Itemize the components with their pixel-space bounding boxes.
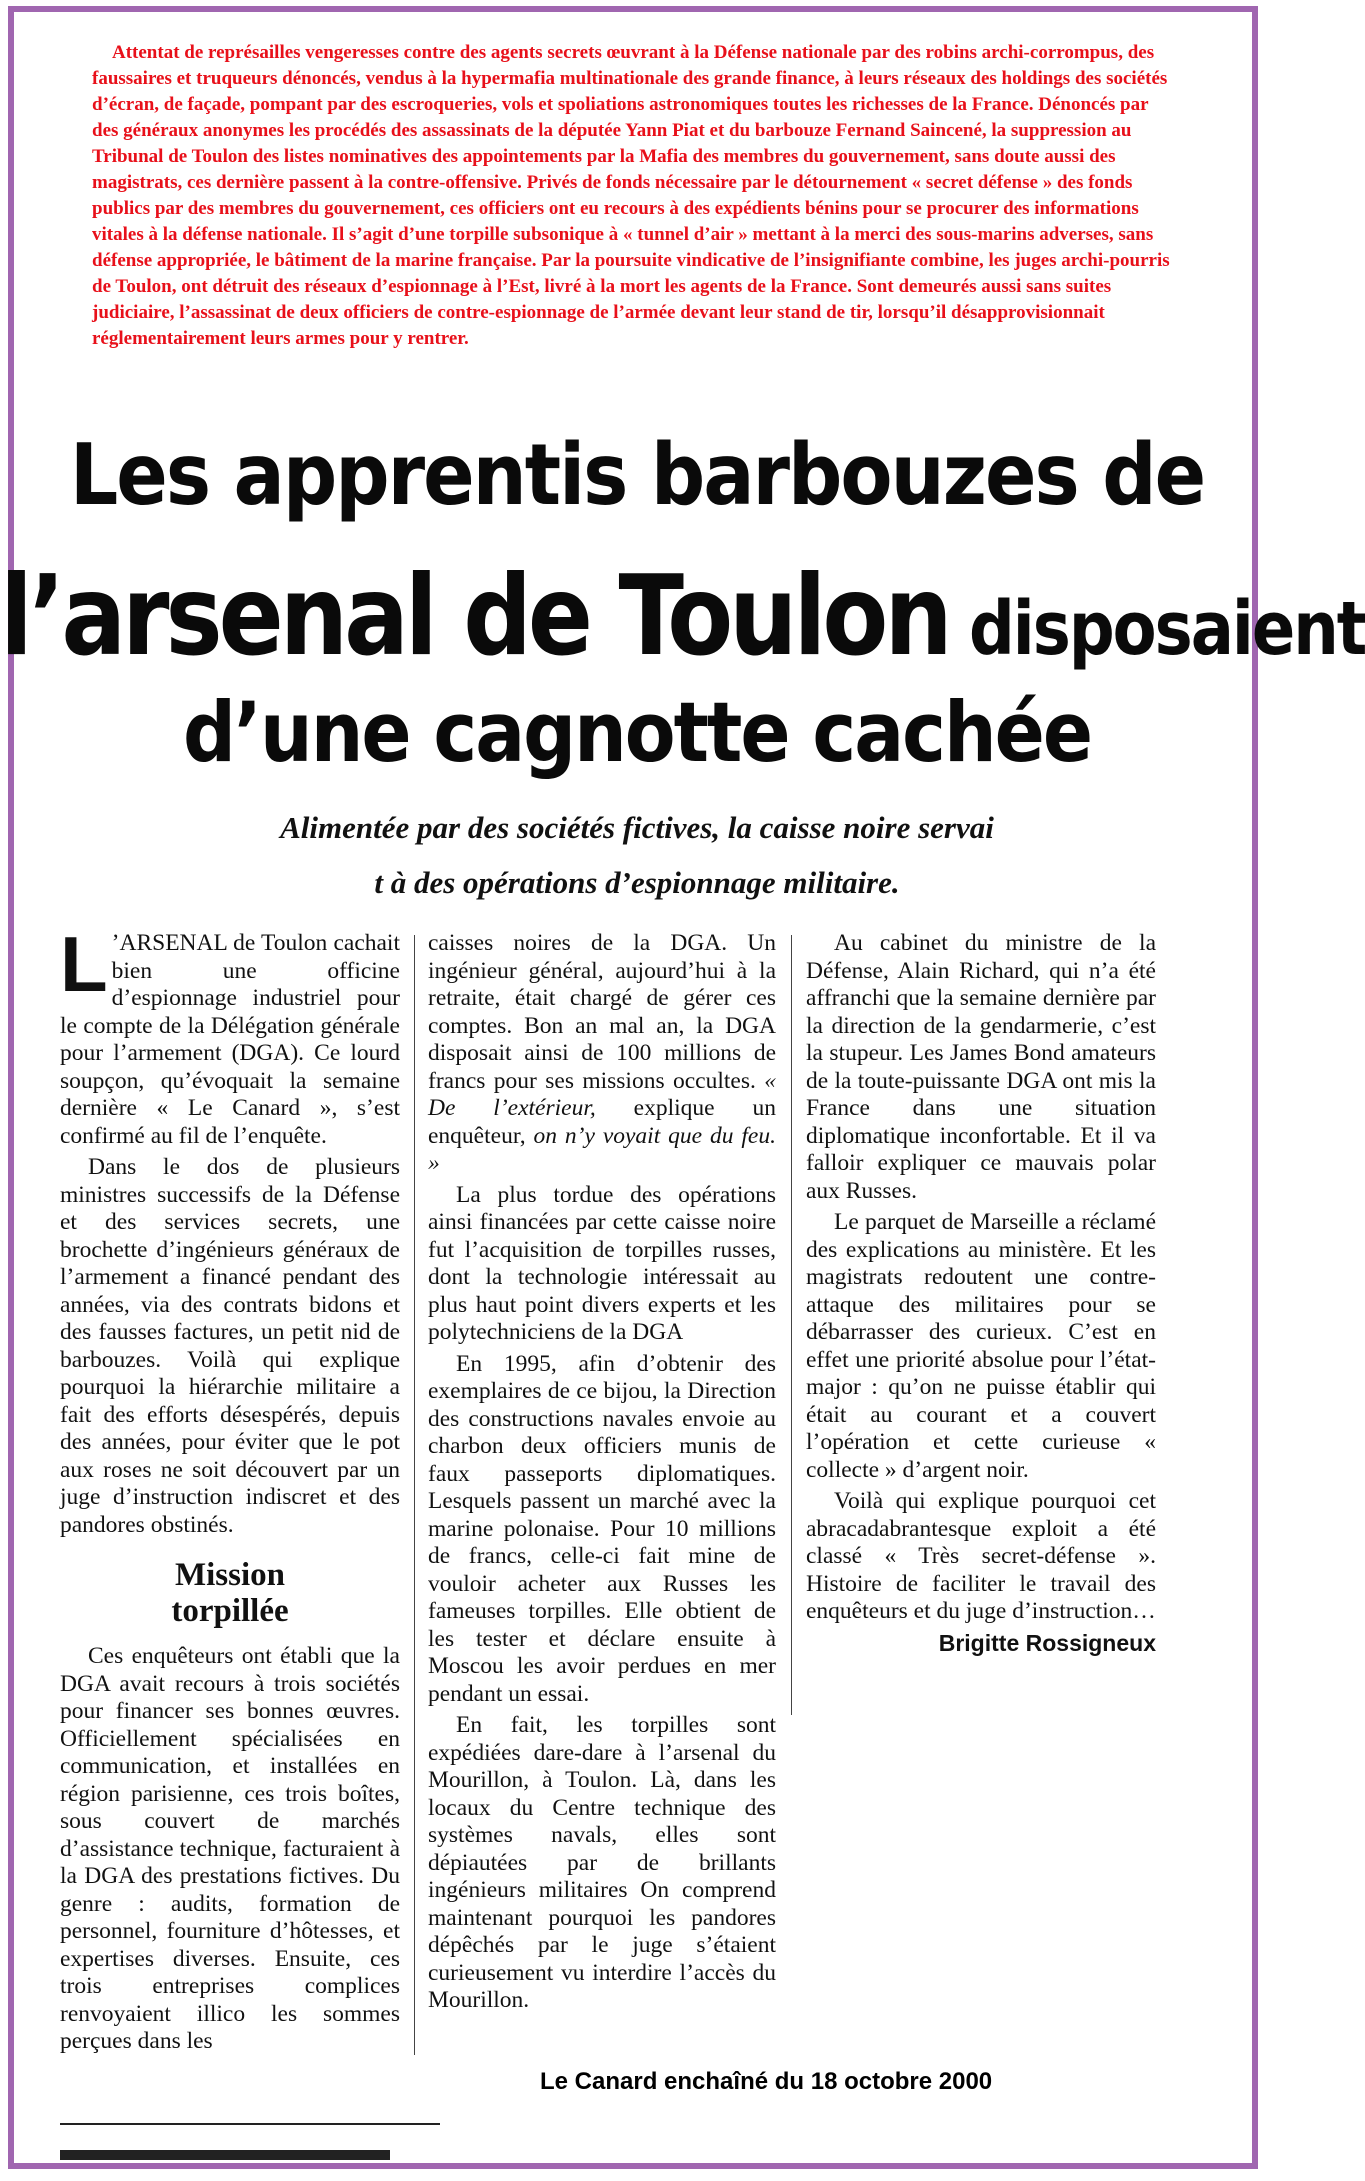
article-column-2: [428, 930, 776, 2019]
article-column-3: [806, 930, 1156, 1657]
subtitle-line-1: Alimentée par des sociétés fictives, la caisse noire servai: [280, 810, 994, 845]
headline-line-2: [0, 551, 1365, 681]
col3-paragraph-1: Au cabinet du ministre de la Défense, Alain Richard, qui n’a été affranchi que la semaine dernière par la direction de la gendarmerie, c’est la stupeur. Les James Bond amateurs de la toute-puissante DGA ont mis la France dans une situation diplomatique inconfortable. Et il va falloir expliquer ce mauvais polar aux Russes.: [806, 930, 1156, 1204]
col1-paragraph-3: Ces enquêteurs ont établi que la DGA avait recours à trois sociétés pour financer ses bonnes œuvres. Officiellement spécialisées en communication, et installées en région parisienne, ces trois boîtes, sous couvert de marchés d’assistance technique, facturaient à la DGA des prestations fictives. Du genre : audits, formation de personnel, fourniture d’hôtesses, et expertises diverses. Ensuite, ces trois entreprises complices renvoyaient illico les sommes perçues dans les: [60, 1643, 400, 2054]
col1-paragraph-2: Dans le dos de plusieurs ministres successifs de la Défense et des services secrets, une brochette d’ingénieurs généraux de l’armement a financé pendant des années, via des contrats bidons et des fausses factures, un petit nid de barbouzes. Voilà qui explique pourquoi la hiérarchie militaire a fait des efforts désespérés, depuis des années, pour éviter que le pot aux roses ne soit découvert par un juge d’instruction indiscret et des pandores obstinés.: [60, 1154, 400, 1538]
col2-paragraph-1: [428, 930, 776, 1178]
headline-line-3: d’une cagnotte cachée: [182, 684, 1092, 782]
col3-paragraph-3: Voilà qui explique pourquoi cet abracadabrantesque exploit a été classé « Très secret-défense ». Histoire de faciliter le travail des enquêteurs et du juge d’instruction…: [806, 1488, 1156, 1624]
col1-paragraph-1: [60, 920, 400, 1150]
col2-quote-2: on n’y voyait que du feu. »: [428, 1122, 776, 1176]
author-signature: Brigitte Rossigneux: [938, 1629, 1156, 1656]
col2-paragraph-1-text: caisses noires de la DGA. Un ingénieur général, aujourd’hui à la retraite, était chargé de gérer ces comptes. Bon an mal an, la DGA disposait ainsi de 100 millions de francs pour ses missions occultes.: [428, 930, 776, 1094]
col2-quote-1: « De l’extérieur,: [428, 1067, 776, 1121]
headline-line-1: Les apprentis barbouzes de: [69, 424, 1205, 525]
col3-paragraph-2: Le parquet de Marseille a réclamé des explications au ministère. Et les magistrats redoutent une contre-attaque des militaires pour se débarrasser des curieux. C’est en effet une priorité absolue pour l’état-major : qu’on ne puisse établir qui était au courant et a couvert l’opération et cette curieuse « collecte » d’argent noir.: [806, 1209, 1156, 1483]
subhead-line-2: torpillée: [171, 1593, 289, 1629]
cut-off-text-fragment: [60, 2150, 390, 2160]
drop-cap: L: [60, 920, 108, 1008]
col2-paragraph-1-rest: explique un enquêteur,: [428, 1095, 776, 1149]
col1-paragraph-1-text: ’ARSENAL de Toulon cachait bien une officine d’espionnage industriel pour le compte de la Délégation générale pour l’armement (DGA). Ce lourd soupçon, qu’évoquait la semaine dernière « Le Canard », s’est confirmé au fil de l’enquête.: [60, 930, 400, 1149]
col2-paragraph-3: En 1995, afin d’obtenir des exemplaires de ce bijou, la Direction des constructions navales envoie au charbon deux officiers munis de faux passeports diplomatiques. Lesquels passent un marché avec la marine polonaise. Pour 10 millions de francs, celle-ci fait mine de vouloir acheter aux Russes les fameuses torpilles. Elle obtient de les tester et déclare ensuite à Moscou les avoir perdues en mer pendant un essai.: [428, 1350, 776, 1707]
headline-line-2-main: l’arsenal de Toulon: [0, 551, 949, 681]
bottom-rule: [60, 2123, 440, 2125]
subhead: [60, 1557, 400, 1629]
intro-commentary: Attentat de représailles vengeresses contre des agents secrets œuvrant à la Défense nationale par des robins archi-corrompus, des faussaires et truqueurs dénoncés, vendus à la hypermafia multinationale des grande finance, à leurs réseaux des holdings des sociétés d’écran, de façade, pompant par des escroqueries, vols et spoliations astronomiques toutes les richesses de la France. Dénoncés par des généraux anonymes les procédés des assassinats de la députée Yann Piat et du barbouze Fernand Saincené, la suppression au Tribunal de Toulon des listes nominatives des appointements par la Mafia des membres du gouvernement, sans doute aussi des magistrats, ces dernière passent à la contre-offensive. Privés de fonds nécessaire par le détournement « secret défense » des fonds publics par des membres du gouvernement, ces officiers ont eu recours à des expédients bénins pour se procurer des informations vitales à la défense nationale. Il s’agit d’une torpille subsonique à « tunnel d’air » mettant à la merci des sous-marins adverses, sans défense appropriée, le bâtiment de la marine française. Par la poursuite vindicative de l’insignifiante combine, les juges archi-pourris de Toulon, ont détruit des réseaux d’espionnage à l’Est, livré à la mort les agents de la France. Sont demeurés aussi sans suites judiciaire, l’assassinat de deux officiers de contre-espionnage de l’armée devant leur stand de tir, lorsqu’il désapprovisionnait réglementairement leurs armes pour y rentrer.: [92, 42, 1170, 349]
article-column-1: [60, 920, 400, 2060]
col2-paragraph-2: La plus tordue des opérations ainsi financées par cette caisse noire fut l’acquisition de torpilles russes, dont la technologie intéressait au plus haut point divers experts et les polytechniciens de la DGA: [428, 1181, 776, 1345]
col2-paragraph-4: En fait, les torpilles sont expédiées dare-dare à l’arsenal du Mourillon, à Toulon. Là, dans les locaux du Centre technique des systèmes navals, elles sont dépiautées par de brillants ingénieurs militaires On comprend maintenant pourquoi les pandores dépêchés par le juge s’étaient curieusement vu interdire l’accès du Mourillon.: [428, 1712, 776, 2013]
subtitle-line-2: t à des opérations d’espionnage militaire.: [374, 865, 900, 900]
column-divider: [791, 935, 792, 1715]
headline-line-2-small: disposaient: [948, 587, 1365, 673]
source-caption: Le Canard enchaîné du 18 octobre 2000: [540, 2068, 993, 2095]
column-divider: [414, 935, 415, 2055]
subhead-line-1: Mission: [174, 1557, 286, 1593]
